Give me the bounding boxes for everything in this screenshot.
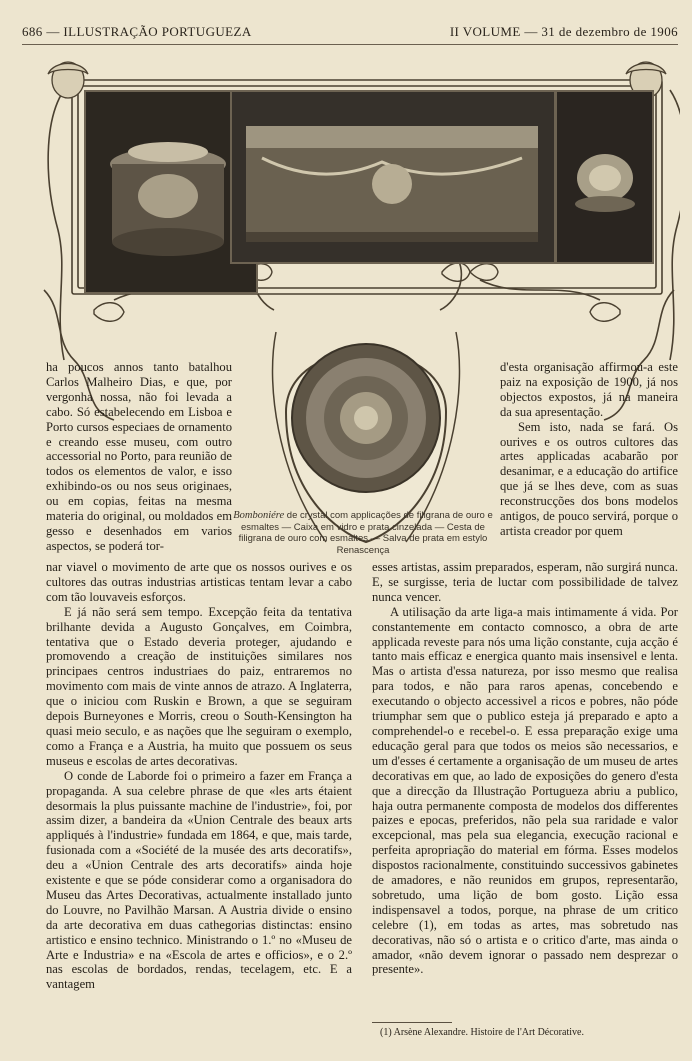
photo-filigree-basket <box>555 90 654 264</box>
running-header <box>22 24 678 42</box>
left-paragraph-2: E já não será sem tempo. Excepção feita da tentativa brilhante devida a Augusto Gonçalves, em Coimbra, tentativa que o Estado deveria proteger, ajudando e promovendo a creação de instituições similares nos principaes centros industriaes do paiz, entraremos no movimento com mais de vinte annos de atrazo. A Inglaterra, que o iniciou com Ruskin e Brown, a que se seguiram depois Burneyones e Morris, creou o South-Kensington ha quasi meio seculo, e as nações que lhe seguiram o exemplo, como a França e a Austria, ha muito que possuem os seus museus e escolas de artes decorativas. <box>46 604 352 768</box>
caption-title: Bomboniére <box>233 510 285 521</box>
caption-text: de crystal com applicações de filigrana de ouro e esmaltes — Caixa em vidro e prata cinzelada — Cesta de filigrana de ouro com esmaltes — Salva de prata em estylo Renascença <box>238 510 493 556</box>
figure-caption <box>232 510 494 556</box>
filigree-basket-image <box>557 92 652 262</box>
page-number-title: 686 — ILLUSTRAÇÃO PORTUGUEZA <box>22 24 252 39</box>
right-column <box>372 560 678 977</box>
right-top-paragraph-2: Sem isto, nada se fará. Os ourives e os outros cultores das artes applicadas acabarão por desanimar, e a educação do artifice que já se lhes deve, com as suas reconstrucções dos bons modelos antigos, de pouco servirá, porque o artista creador por quem <box>500 419 678 538</box>
photo-silver-box <box>230 90 556 264</box>
volume-date: II VOLUME — 31 de dezembro de 1906 <box>449 24 678 39</box>
left-paragraph-3: O conde de Laborde foi o primeiro a fazer em França a propaganda. A sua celebre phrase de que «les arts étaient desormais la plus puissante machine de l'industrie», foi, por assim dizer, a bandeira da «Union Centrale des beaux arts appliqués à l'industrie» fundada em 1864, e que, mais tarde, fusionada com a «Société de la musée des arts decoratifs», deu a «Union Centrale des arts decoratifs» ainda hoje existente e que se póde considerar como a organisadora do Museu das Artes Decorativas, actualmente installado junto do Louvre, no Pavilhão Marsan. A Austria divide o ensino da arte decorativa em duas cathegorias distinctas: ensino artistico e ensino technico. Ministrando o 1.º no «Museu de Arte e Industria» e na «Escola de artes e officios», e o 2.º nas escolas de bordados, rendas, tecelagem, etc. E a vantagem <box>46 768 352 992</box>
footnote-rule <box>372 1022 452 1023</box>
left-paragraph-1: nar viavel o movimento de arte que os nossos ourives e os cultores das outras industrias artisticas tentam levar a cabo com tão louvaveis esforços. <box>46 560 352 604</box>
silver-box-image <box>232 92 554 262</box>
right-paragraph-2: A utilisação da arte liga-a mais intimamente á vida. Por constantemente em contacto comnosco, a obra de arte applicada reveste para nós uma lição constante, cuja acção é tanto mais efficaz e energica quanto mais insensivel e lenta. Mas o artista d'essa natureza, por isso mesmo que realisa para todos, e não para raros apenas, concebendo e executando o objecto accessivel a ricos e pobres, não póde triumphar sem que o publico esteja já preparado e apto a comprehendel-o e recebel-o. E essa preparação exige uma educação geral para que todos os meios são necessarios, e um d'esses é certamente a organisação de um museu de artes decorativas em que, ao lado de exposições do genero d'esta que a direcção da Illustração Portugueza abriu a publico, haja outra permanente composta de modelos dos differentes paizes e epocas, preferidos, não pela sua raridade e valor excepcional, mas pela sua elegancia, execução racional e perfeita apropriação do material em fórma. Esses modelos dispostos racionalmente, constituindo successivos gabinetes de amadores, e não reunidos em grupos, representarão, sobretudo, uma lição de bom gosto. Lição essa indispensavel a todos, porque, na phrase de um critico celebre (1), em todas as artes, mas sobretudo nas decorativas, não só o artista e o critico d'arte, mas ainda o amador, «não devem ignorar o passado nem desprezar o presente». <box>372 604 678 977</box>
footnote: (1) Arsène Alexandre. Histoire de l'Art Décorative. <box>380 1027 584 1038</box>
left-column <box>46 560 352 992</box>
left-top-paragraph: ha poucos annos tanto batalhou Carlos Malheiro Dias, e que, por vergonha nossa, não foi levada a cabo. Só estabelecendo em Lisboa e Porto cursos especiaes de ornamento e creando esse museu, com outro accessorial no Porto, para reunião de todos os elementos de valor, e isso exhibindo-os ou nos seus originaes, ou em copias, feitas na mesma materia do original, ou moldados em gesso e desenhados em varios aspectos, se poderá tor- <box>46 360 232 553</box>
header-rule <box>22 44 678 45</box>
left-column-top <box>46 360 232 554</box>
right-top-paragraph-1: d'esta organisação affirmou-a este paiz na exposição de 1900, já nos objectos expostos, já na maneira da sua apresentação. <box>500 360 678 419</box>
right-paragraph-1: esses artistas, assim preparados, esperam, não surgirá nunca. E, se surgisse, teria de luctar com possibilidade de talvez nunca vencer. <box>372 560 678 604</box>
right-column-top <box>500 360 678 539</box>
